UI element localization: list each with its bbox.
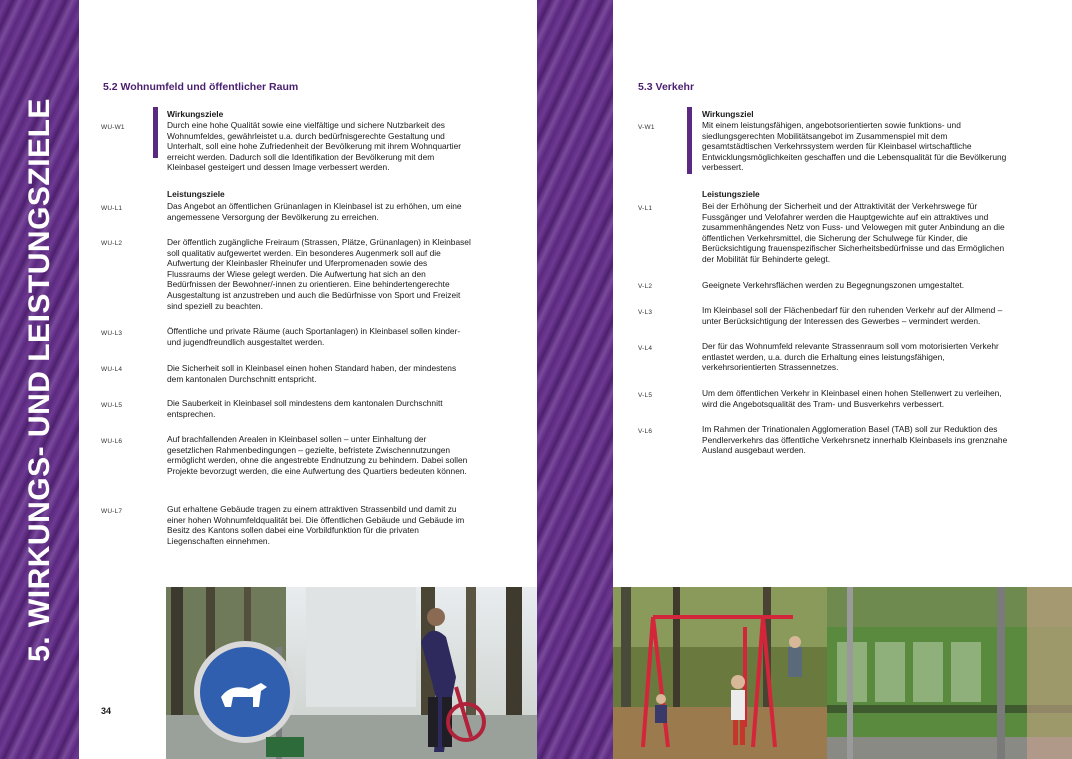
park-photo bbox=[166, 587, 537, 759]
paragraph: Im Rahmen der Trinationalen Agglomeration Basel (TAB) soll zur Reduktion des Pendlerverkehrs das öffentliche Verkehrsnetz innerhalb Kleinbasels ins grenznahe Ausland ausgebaut werden. bbox=[702, 424, 1008, 456]
vertical-chapter-title bbox=[18, 70, 62, 690]
code-label: WU-L5 bbox=[101, 402, 123, 409]
paragraph: Die Sauberkeit in Kleinbasel soll mindestens dem kantonalen Durchschnitt entsprechen. bbox=[167, 398, 443, 419]
wirkungsziele-heading: Wirkungsziele bbox=[167, 109, 224, 119]
paragraph: Um dem öffentlichen Verkehr in Kleinbasel einen hohen Stellenwert zu verleihen, wird die Angebotsqualität des Tram- und Busverkehrs verbessert. bbox=[702, 388, 1002, 409]
tram-photo-illustration bbox=[827, 587, 1072, 759]
park-photo-illustration bbox=[166, 587, 537, 759]
paragraph: Gut erhaltene Gebäude tragen zu einem attraktiven Strassenbild und damit zu einer hohen Wohnumfeldqualität bei. Die öffentlichen Gebäude und Gebäude im Besitz des Kantons sollen dabei eine Vorbildfunktion für die privaten Liegenschaften einnehmen. bbox=[167, 504, 465, 546]
paragraph: Geeignete Verkehrsflächen werden zu Begegnungszonen umgestaltet. bbox=[702, 280, 965, 290]
leistungsziele-heading: Leistungsziele bbox=[167, 189, 225, 199]
wirkungsziel-heading: Wirkungsziel bbox=[702, 109, 754, 119]
paragraph: Durch eine hohe Qualität sowie eine vielfältige und sichere Nutzbarkeit des Wohnumfeldes, gewährleistet u.a. durch bedürfnisgerechte Gestaltung und Unterhalt, soll eine hohe Zufriedenheit der Bevölkerung mit ihrem Wohnquartier erreicht werden. Dadurch soll die Identifikation der Bevölkerung mit dem Kleinbasel gesteigert und dessen Image verbessert werden. bbox=[167, 120, 462, 173]
code-label: V-W1 bbox=[638, 124, 655, 131]
code-label: WU-L3 bbox=[101, 330, 123, 337]
paragraph: Mit einem leistungsfähigen, angebotsorientierten sowie funktions- und siedlungsgerechten Mobilitätsangebot im Zusammenspiel mit dem gesamtstädtischen Verkehrssystem werden für Kleinbasel wirtschaftliche Entwicklungsmöglichkeiten geschaffen und die Lebensqualität für die Bevölkerung verbessert. bbox=[702, 120, 1007, 173]
code-label: WU-L1 bbox=[101, 205, 123, 212]
paragraph: Öffentliche und private Räume (auch Sportanlagen) in Kleinbasel sollen kinder- und jugendfreundlich ausgestaltet werden. bbox=[167, 326, 461, 347]
code-label: V-L3 bbox=[638, 309, 653, 316]
leistungsziele-heading: Leistungsziele bbox=[702, 189, 760, 199]
code-label: WU-W1 bbox=[101, 124, 125, 131]
section-title: 5.2 Wohnumfeld und öffentlicher Raum bbox=[103, 81, 299, 93]
code-label: WU-L6 bbox=[101, 438, 123, 445]
accent-bar bbox=[153, 107, 158, 158]
paragraph: Die Sicherheit soll in Kleinbasel einen hohen Standard haben, der mindestens dem kantonalen Durchschnitt entspricht. bbox=[167, 363, 457, 384]
code-label: V-L1 bbox=[638, 205, 653, 212]
playground-photo bbox=[613, 587, 827, 759]
code-label: WU-L7 bbox=[101, 508, 123, 515]
code-label: V-L4 bbox=[638, 345, 653, 352]
right-purple-band bbox=[537, 0, 613, 759]
paragraph: Im Kleinbasel soll der Flächenbedarf für den ruhenden Verkehr auf der Allmend – unter Berücksichtigung der Interessen des Gewerbes – vermindert werden. bbox=[702, 305, 1003, 326]
playground-photo-illustration bbox=[613, 587, 827, 759]
accent-bar bbox=[687, 107, 692, 174]
code-label: WU-L4 bbox=[101, 366, 123, 373]
code-label: V-L5 bbox=[638, 392, 653, 399]
left-page bbox=[79, 0, 537, 759]
vertical-chapter-title-text: 5. WIRKUNGS- UND LEISTUNGSZIELE bbox=[23, 98, 56, 662]
left-purple-band bbox=[0, 0, 79, 759]
code-label: V-L6 bbox=[638, 428, 653, 435]
paragraph: Der öffentlich zugängliche Freiraum (Strassen, Plätze, Grünanlagen) in Kleinbasel soll qualitativ aufgewertet werden. Ein besonderes Augenmerk soll auf die Aufwertung der Kleinbasler Rheinufer und Uferpromenaden sowie des Flussraums der Wiese gelegt werden. Die Aufwertung hat sich an den Bedürfnissen der Bewohner/-innen zu orientieren. Eine behindertengerechte Ausgestaltung ist anzustreben und auch die Bedürfnisse von Sport und Freizeit sind speziell zu beachten. bbox=[167, 237, 471, 311]
code-label: V-L2 bbox=[638, 283, 653, 290]
paragraph: Auf brachfallenden Arealen in Kleinbasel sollen – unter Einhaltung der gesetzlichen Rahmenbedingungen – gezielte, befristete Zwischennutzungen ermöglicht werden, ohne die angestrebte Endnutzung zu behindern. Dabei sollen Projekte bevorzugt werden, die eine Aufwertung des Quartiers bedeuten können. bbox=[167, 434, 468, 476]
paragraph: Das Angebot an öffentlichen Grünanlagen in Kleinbasel ist zu erhöhen, um eine angemessene Versorgung der Bevölkerung zu erreichen. bbox=[167, 201, 462, 222]
page-number: 34 bbox=[101, 706, 112, 716]
paragraph: Bei der Erhöhung der Sicherheit und der Attraktivität der Verkehrswege für Fussgänger und Velofahrer werden die Hauptgewichte auf ein attraktives und zusammenhängendes Netz von Fuss- und Velowegen mit guter Anbindung an die öffentlichen Verkehrsmittel, die Sicherung der Schulwege für Kinder, die Berücksichtigung frauenspezifischer Sicherheitsbedürfnisse und das Ermöglichen der Mobilität für Behinderte gelegt. bbox=[702, 201, 1005, 264]
section-title: 5.3 Verkehr bbox=[638, 81, 695, 93]
code-label: WU-L2 bbox=[101, 240, 123, 247]
paragraph: Der für das Wohnumfeld relevante Strassenraum soll vom motorisierten Verkehr entlastet werden, u.a. durch die Erhaltung eines leistungsfähigen, verkehrsorientierten Strassennetzes. bbox=[702, 341, 999, 373]
tram-photo bbox=[827, 587, 1072, 759]
